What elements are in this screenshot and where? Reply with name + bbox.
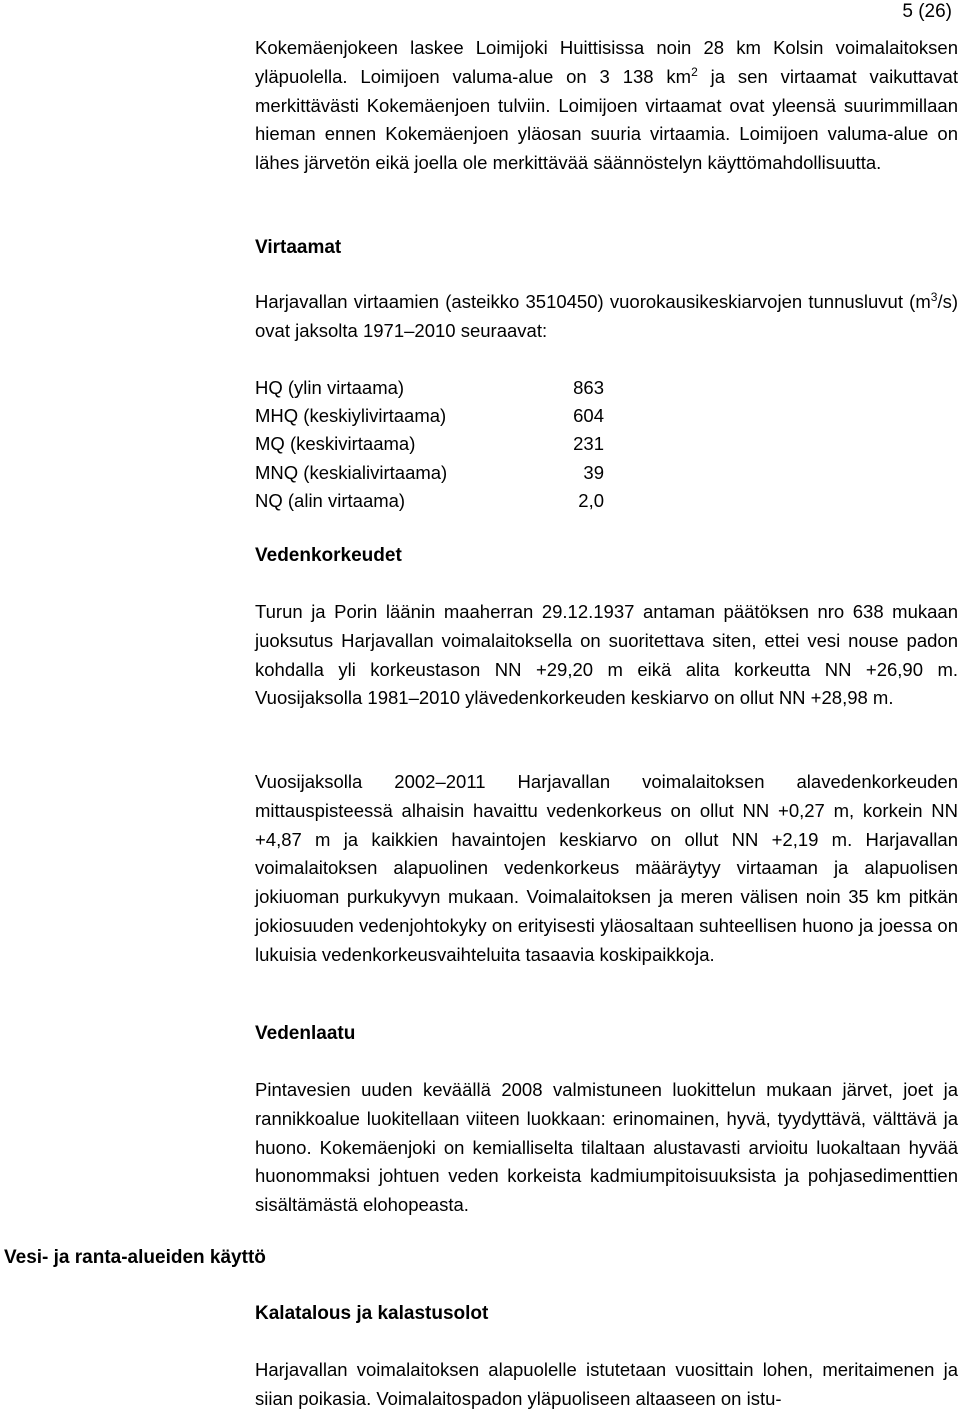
flow-label: MQ (keskivirtaama) (255, 433, 416, 455)
flow-value: 231 (573, 433, 604, 455)
virtaamat-superscript: 3 (930, 289, 938, 304)
table-row (255, 459, 604, 487)
flow-table (255, 374, 604, 515)
virtaamat-intro (255, 288, 958, 346)
intro-text-a: Kokemäenjokeen laskee Loimijoki Huittisissa noin 28 km Kolsin voimalaitoksen yläpuolella. Loimijoen valuma-alue on 3 138 km (255, 37, 958, 87)
intro-paragraph (255, 34, 958, 178)
vedenlaatu-paragraph: Pintavesien uuden keväällä 2008 valmistuneen luokittelun mukaan järvet, joet ja rannikkoalue luokitellaan viiteen luokkaan: erinomainen, hyvä, tyydyttävä, välttävä ja huono. Kokemäenjoki on kemialliselta tilaltaan alustavasti arvioitu luokaltaan hyvää huonommaksi johtuen veden korkeista kadmiumpitoisuuksista ja pohjasedimenttien sisältämästä elohopeasta. (255, 1079, 958, 1216)
section-heading: Vesi- ja ranta-alueiden käyttö (4, 1247, 266, 1268)
intro-superscript: 2 (691, 64, 698, 79)
flow-label: NQ (alin virtaama) (255, 489, 406, 511)
table-row (255, 487, 604, 515)
table-row (255, 402, 604, 430)
heading-vedenkorkeudet: Vedenkorkeudet (255, 545, 402, 566)
vedenkorkeudet-paragraph-1: Turun ja Porin läänin maaherran 29.12.1937 antaman päätöksen nro 638 mukaan juoksutus Harjavallan voimalaitoksella on suoritettava siten, ettei vesi nouse padon kohdalla yli korkeustason NN +29,20 m eikä alita korkeutta NN +26,90 m. Vuosijaksolla 1981–2010 ylävedenkorkeuden keskiarvo on ollut NN +28,98 m. (255, 601, 958, 709)
intro-text-b: ja sen virtaamat vaikuttavat merkittävästi Kokemäenjoen tulviin. Loimijoen virtaamat ovat yleensä suurimmillaan hieman ennen Kokemäenjoen yläosan suuria virtaamia. Loimijoen valuma-alue on lähes järvetön eikä joella ole merkittävää säännöstelyn käyttömahdollisuutta. (255, 65, 958, 174)
table-row (255, 430, 604, 458)
vedenkorkeudet-paragraph-2: Vuosijaksolla 2002–2011 Harjavallan voimalaitoksen alavedenkorkeuden mittauspisteessä alhaisin havaittu vedenkorkeus on ollut NN +0,27 m, korkein NN +4,87 m ja kaikkien havaintojen keskiarvo on ollut NN +2,19 m. Harjavallan voimalaitoksen alapuolinen vedenkorkeus määräytyy virtaaman ja alapuolisen jokiuoman purkukyvyn mukaan. Voimalaitoksen ja meren välisen noin 35 km pitkän jokiosuuden vedenjohtokyky on erityisesti yläosaltaan suhteellisen huono ja joessa on lukuisia vedenkorkeusvaihteluita tasaavia koskipaikkoja. (255, 771, 958, 965)
flow-value: 863 (573, 377, 604, 398)
heading-virtaamat: Virtaamat (255, 237, 342, 258)
flow-label: HQ (ylin virtaama) (255, 377, 405, 398)
heading-vedenlaatu: Vedenlaatu (255, 1023, 356, 1044)
heading-kalatalous: Kalatalous ja kalastusolot (255, 1303, 489, 1324)
flow-value: 2,0 (578, 489, 604, 511)
flow-label: MHQ (keskiylivirtaama) (255, 405, 447, 427)
page-number: 5 (26) (902, 1, 952, 22)
table-row (255, 374, 604, 402)
flow-value: 604 (573, 405, 604, 427)
virtaamat-intro-b: /s) ovat jaksolta 1971–2010 seuraavat: (255, 291, 958, 341)
kalatalous-paragraph: Harjavallan voimalaitoksen alapuolelle istutetaan vuosittain lohen, meritaimenen ja siian poikasia. Voimalaitospadon yläpuoliseen altaaseen on istu- (255, 1359, 958, 1409)
flow-value: 39 (583, 461, 604, 483)
flow-label: MNQ (keskialivirtaama) (255, 461, 448, 483)
virtaamat-intro-a: Harjavallan virtaamien (asteikko 3510450) vuorokausikeskiarvojen tunnusluvut (m (255, 291, 931, 312)
